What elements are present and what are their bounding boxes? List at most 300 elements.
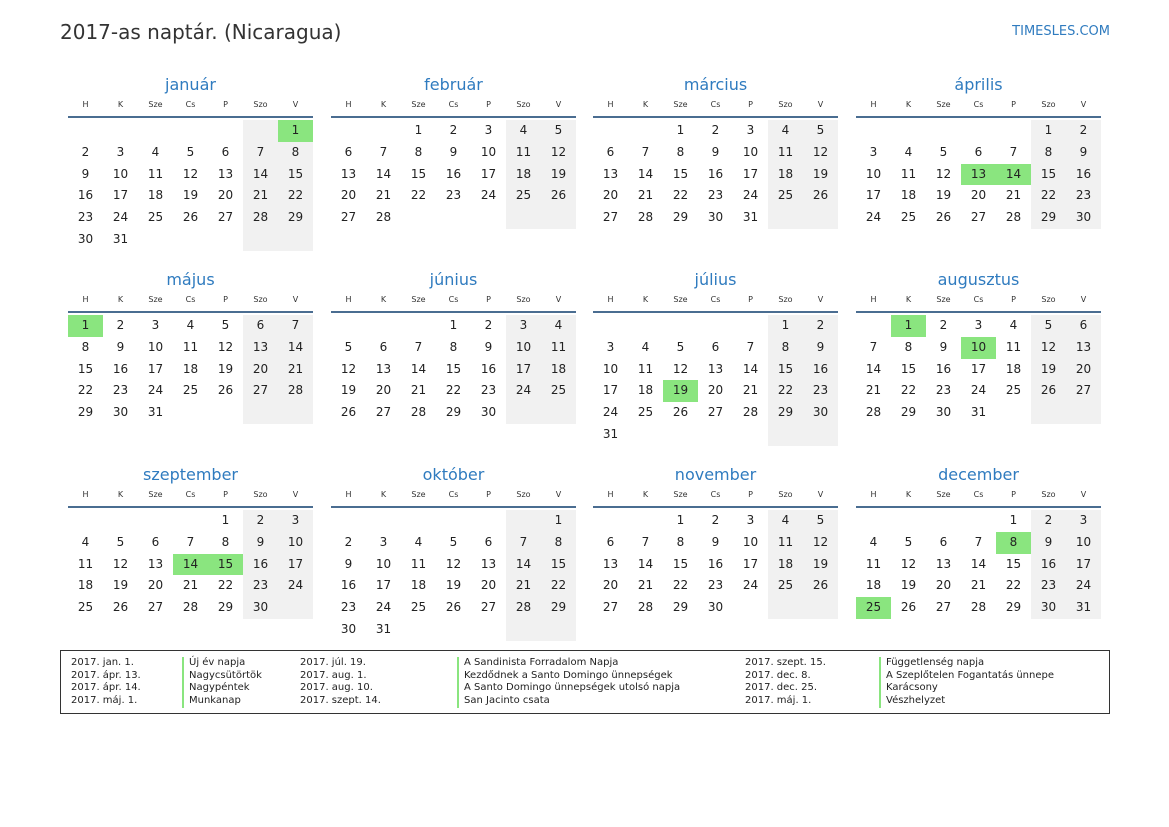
- day-cell: 2: [81, 144, 90, 159]
- day-cell: 28: [637, 210, 654, 225]
- weekday-header: Szo: [778, 100, 793, 109]
- day-cell: 20: [935, 578, 952, 593]
- day-cell: 28: [375, 210, 392, 225]
- empty-cell: [803, 597, 838, 619]
- day-cell: 26: [803, 185, 838, 207]
- day-cell: 24: [112, 210, 129, 225]
- day-cell: 3: [116, 144, 125, 159]
- day-cell: 13: [217, 166, 234, 181]
- day-cell: 12: [112, 556, 129, 571]
- day-cell: 5: [676, 339, 685, 354]
- day-cell: 8: [676, 534, 685, 549]
- day-cell: 7: [243, 142, 278, 164]
- empty-cell: [926, 510, 961, 532]
- day-cell: 23: [243, 575, 278, 597]
- day-cell: 22: [768, 380, 803, 402]
- day-cell: 20: [217, 188, 234, 203]
- day-cell: 17: [147, 361, 164, 376]
- day-cell: 12: [672, 361, 689, 376]
- holiday-day-cell: 1: [891, 315, 926, 337]
- day-cell: 21: [410, 383, 427, 398]
- day-cell: 28: [865, 405, 882, 420]
- legend-date: 2017. ápr. 14.: [71, 682, 141, 694]
- day-cell: 12: [803, 532, 838, 554]
- day-cell: 30: [1031, 597, 1066, 619]
- weekday-header: P: [223, 490, 228, 499]
- weekday-header: P: [748, 100, 753, 109]
- day-cell: 29: [445, 405, 462, 420]
- day-cell: 26: [445, 600, 462, 615]
- day-cell: 11: [77, 556, 94, 571]
- weekday-header: P: [1011, 100, 1016, 109]
- weekday-header: H: [82, 295, 89, 304]
- day-cell: 22: [77, 383, 94, 398]
- day-cell: 1: [414, 123, 423, 137]
- day-cell: 9: [1031, 532, 1066, 554]
- weekday-header: Szo: [253, 100, 268, 109]
- day-cell: 11: [182, 339, 199, 354]
- empty-cell: [103, 120, 138, 142]
- weekday-header: Cs: [185, 490, 196, 499]
- empty-cell: [506, 510, 541, 532]
- day-cell: 14: [410, 361, 427, 376]
- empty-cell: [173, 229, 208, 251]
- legend-holiday-name: San Jacinto csata: [457, 695, 680, 708]
- day-cell: 13: [480, 556, 497, 571]
- day-cell: 7: [278, 315, 313, 337]
- day-grid: [331, 315, 576, 424]
- weekday-header: H: [607, 490, 614, 499]
- day-cell: 19: [900, 578, 917, 593]
- day-cell: 30: [707, 210, 724, 225]
- empty-cell: [366, 315, 401, 337]
- empty-cell: [996, 120, 1031, 142]
- empty-cell: [401, 315, 436, 337]
- day-cell: 10: [742, 534, 759, 549]
- month-október: [331, 462, 576, 641]
- day-cell: 14: [278, 337, 313, 359]
- legend-dates: [745, 657, 826, 708]
- day-cell: 29: [900, 405, 917, 420]
- weekday-header: H: [82, 490, 89, 499]
- day-cell: 28: [278, 380, 313, 402]
- day-cell: 29: [672, 210, 689, 225]
- weekday-header: P: [1011, 490, 1016, 499]
- day-cell: 31: [375, 621, 392, 636]
- day-cell: 18: [541, 359, 576, 381]
- day-cell: 21: [506, 575, 541, 597]
- day-cell: 2: [711, 123, 720, 137]
- day-cell: 7: [974, 534, 983, 549]
- day-cell: 3: [278, 510, 313, 532]
- day-cell: 16: [935, 361, 952, 376]
- day-cell: 26: [182, 210, 199, 225]
- day-cell: 8: [768, 337, 803, 359]
- day-cell: 20: [147, 578, 164, 593]
- day-cell: 29: [77, 405, 94, 420]
- weekday-header: Sze: [411, 100, 426, 109]
- day-cell: 9: [711, 144, 720, 159]
- day-cell: 6: [711, 339, 720, 354]
- page-title: 2017-as naptár. (Nicaragua): [60, 20, 342, 44]
- day-cell: 30: [340, 621, 357, 636]
- day-cell: 24: [742, 188, 759, 203]
- day-cell: 18: [865, 578, 882, 593]
- day-cell: 27: [602, 210, 619, 225]
- day-cell: 25: [768, 185, 803, 207]
- day-cell: 21: [1005, 188, 1022, 203]
- empty-cell: [331, 120, 366, 142]
- empty-cell: [208, 120, 243, 142]
- empty-cell: [961, 120, 996, 142]
- day-cell: 15: [1005, 556, 1022, 571]
- day-cell: 7: [641, 534, 650, 549]
- weekday-header: V: [555, 295, 562, 304]
- empty-cell: [208, 402, 243, 424]
- day-cell: 20: [1066, 359, 1101, 381]
- legend-holiday-name: Kezdődnek a Santo Domingo ünnepségek: [457, 670, 680, 683]
- weekday-header: K: [905, 100, 912, 109]
- empty-cell: [278, 597, 313, 619]
- day-cell: 14: [506, 554, 541, 576]
- day-cell: 20: [480, 578, 497, 593]
- weekday-header: Szo: [516, 490, 531, 499]
- weekday-header-row: [856, 98, 1101, 118]
- day-cell: 10: [278, 532, 313, 554]
- empty-cell: [891, 510, 926, 532]
- legend-date: 2017. máj. 1.: [71, 695, 138, 707]
- empty-cell: [541, 402, 576, 424]
- day-cell: 2: [344, 534, 353, 549]
- day-cell: 23: [803, 380, 838, 402]
- holiday-day-cell: 10: [961, 337, 996, 359]
- month-name: április: [954, 75, 1003, 94]
- legend-holiday-name: A Sandinista Forradalom Napja: [457, 657, 680, 670]
- day-cell: 13: [602, 556, 619, 571]
- day-cell: 17: [742, 556, 759, 571]
- weekday-header: K: [117, 295, 124, 304]
- weekday-header: K: [642, 490, 649, 499]
- day-cell: 23: [707, 578, 724, 593]
- empty-cell: [541, 207, 576, 229]
- day-cell: 21: [375, 188, 392, 203]
- day-cell: 3: [974, 318, 983, 332]
- day-cell: 7: [379, 144, 388, 159]
- day-cell: 22: [278, 185, 313, 207]
- day-cell: 19: [112, 578, 129, 593]
- day-cell: 10: [742, 144, 759, 159]
- empty-cell: [401, 619, 436, 641]
- day-cell: 11: [865, 556, 882, 571]
- month-name: december: [938, 465, 1019, 484]
- legend-date: 2017. aug. 1.: [300, 669, 367, 681]
- legend-holiday-name: A Santo Domingo ünnepségek utolsó napja: [457, 682, 680, 695]
- day-cell: 13: [1066, 337, 1101, 359]
- day-cell: 14: [243, 164, 278, 186]
- day-cell: 12: [803, 142, 838, 164]
- day-cell: 25: [182, 383, 199, 398]
- day-cell: 2: [803, 315, 838, 337]
- empty-cell: [278, 229, 313, 251]
- day-cell: 12: [1031, 337, 1066, 359]
- weekday-header: V: [1080, 295, 1087, 304]
- day-cell: 12: [935, 166, 952, 181]
- day-cell: 3: [506, 315, 541, 337]
- day-cell: 7: [414, 339, 423, 354]
- day-cell: 2: [1066, 120, 1101, 142]
- weekday-header: Szo: [1041, 490, 1056, 499]
- weekday-header: K: [905, 490, 912, 499]
- legend-date: 2017. dec. 8.: [745, 669, 811, 681]
- empty-cell: [593, 120, 628, 142]
- day-cell: 27: [935, 600, 952, 615]
- day-cell: 26: [340, 405, 357, 420]
- day-cell: 8: [278, 142, 313, 164]
- day-cell: 18: [410, 578, 427, 593]
- legend-holiday-name: Karácsony: [879, 682, 1054, 695]
- day-grid: [68, 120, 313, 251]
- empty-cell: [768, 597, 803, 619]
- month-name: május: [166, 270, 215, 289]
- day-cell: 26: [217, 383, 234, 398]
- day-cell: 28: [243, 207, 278, 229]
- day-cell: 5: [1031, 315, 1066, 337]
- day-cell: 16: [1031, 554, 1066, 576]
- weekday-header: P: [486, 490, 491, 499]
- day-cell: 29: [217, 600, 234, 615]
- empty-cell: [173, 120, 208, 142]
- legend-holiday-name: Munkanap: [182, 695, 262, 708]
- day-cell: 17: [865, 188, 882, 203]
- weekday-header: H: [345, 295, 352, 304]
- day-cell: 11: [768, 142, 803, 164]
- day-cell: 3: [1066, 510, 1101, 532]
- empty-cell: [856, 120, 891, 142]
- day-cell: 4: [506, 120, 541, 142]
- holiday-day-cell: 15: [208, 554, 243, 576]
- day-cell: 15: [278, 164, 313, 186]
- day-cell: 27: [147, 600, 164, 615]
- weekday-header: P: [1011, 295, 1016, 304]
- day-cell: 21: [182, 578, 199, 593]
- weekday-header-row: [68, 488, 313, 508]
- day-cell: 29: [278, 207, 313, 229]
- day-cell: 31: [112, 231, 129, 246]
- weekday-header: Szo: [516, 295, 531, 304]
- day-cell: 7: [1009, 144, 1018, 159]
- month-name: július: [694, 270, 737, 289]
- month-március: [593, 72, 838, 229]
- day-cell: 20: [602, 188, 619, 203]
- legend-date: 2017. máj. 1.: [745, 695, 812, 707]
- weekday-header: H: [607, 100, 614, 109]
- weekday-header-row: [68, 293, 313, 313]
- day-cell: 13: [147, 556, 164, 571]
- day-grid: [593, 315, 838, 446]
- empty-cell: [506, 402, 541, 424]
- empty-cell: [628, 120, 663, 142]
- weekday-header: K: [642, 295, 649, 304]
- holiday-day-cell: 13: [961, 164, 996, 186]
- empty-cell: [803, 207, 838, 229]
- day-cell: 24: [1066, 575, 1101, 597]
- legend-holiday-name: Vészhelyzet: [879, 695, 1054, 708]
- day-cell: 8: [449, 339, 458, 354]
- month-február: [331, 72, 576, 229]
- day-cell: 12: [182, 166, 199, 181]
- day-cell: 22: [1005, 578, 1022, 593]
- day-cell: 26: [900, 600, 917, 615]
- day-cell: 1: [1009, 513, 1018, 527]
- empty-cell: [856, 510, 891, 532]
- empty-cell: [471, 207, 506, 229]
- day-grid: [593, 510, 838, 619]
- day-cell: 20: [602, 578, 619, 593]
- day-cell: 17: [970, 361, 987, 376]
- day-cell: 9: [344, 556, 353, 571]
- day-cell: 7: [506, 532, 541, 554]
- empty-cell: [628, 315, 663, 337]
- empty-cell: [628, 510, 663, 532]
- weekday-header-row: [593, 488, 838, 508]
- day-cell: 30: [707, 600, 724, 615]
- day-cell: 10: [480, 144, 497, 159]
- day-cell: 16: [243, 554, 278, 576]
- weekday-header: P: [748, 295, 753, 304]
- day-cell: 10: [375, 556, 392, 571]
- empty-cell: [996, 402, 1031, 424]
- day-cell: 29: [672, 600, 689, 615]
- weekday-header: V: [292, 100, 299, 109]
- empty-cell: [68, 510, 103, 532]
- day-cell: 3: [869, 144, 878, 159]
- day-cell: 21: [637, 578, 654, 593]
- month-name: február: [424, 75, 483, 94]
- day-cell: 14: [637, 556, 654, 571]
- empty-cell: [891, 120, 926, 142]
- day-cell: 2: [939, 318, 948, 332]
- day-cell: 23: [707, 188, 724, 203]
- day-cell: 27: [602, 600, 619, 615]
- weekday-header: V: [555, 100, 562, 109]
- weekday-header: P: [486, 100, 491, 109]
- weekday-header: Cs: [448, 295, 459, 304]
- day-cell: 11: [900, 166, 917, 181]
- day-cell: 4: [186, 318, 195, 332]
- day-cell: 27: [480, 600, 497, 615]
- day-cell: 17: [375, 578, 392, 593]
- day-cell: 4: [768, 510, 803, 532]
- empty-cell: [733, 597, 768, 619]
- weekday-header: V: [1080, 490, 1087, 499]
- weekday-header: V: [292, 295, 299, 304]
- day-cell: 22: [541, 575, 576, 597]
- day-cell: 13: [707, 361, 724, 376]
- day-cell: 6: [1066, 315, 1101, 337]
- weekday-header-row: [331, 98, 576, 118]
- legend-date: 2017. jan. 1.: [71, 657, 134, 668]
- day-cell: 31: [147, 405, 164, 420]
- day-cell: 17: [112, 188, 129, 203]
- weekday-header: Sze: [148, 490, 163, 499]
- day-cell: 11: [410, 556, 427, 571]
- day-cell: 30: [1066, 207, 1101, 229]
- legend-date: 2017. dec. 25.: [745, 682, 818, 694]
- day-cell: 23: [1066, 185, 1101, 207]
- day-cell: 30: [935, 405, 952, 420]
- day-cell: 21: [243, 185, 278, 207]
- weekday-header-row: [856, 293, 1101, 313]
- month-name: szeptember: [142, 465, 238, 484]
- day-cell: 27: [375, 405, 392, 420]
- day-cell: 18: [900, 188, 917, 203]
- day-cell: 23: [1031, 575, 1066, 597]
- empty-cell: [1066, 402, 1101, 424]
- empty-cell: [243, 402, 278, 424]
- empty-cell: [628, 424, 663, 446]
- empty-cell: [401, 207, 436, 229]
- month-december: [856, 462, 1101, 619]
- weekday-header: Szo: [1041, 100, 1056, 109]
- weekday-header: K: [380, 490, 387, 499]
- site-link[interactable]: TIMESLES.COM: [1012, 24, 1110, 39]
- empty-cell: [173, 510, 208, 532]
- holiday-day-cell: 14: [173, 554, 208, 576]
- empty-cell: [243, 120, 278, 142]
- day-cell: 16: [77, 188, 94, 203]
- day-cell: 15: [672, 556, 689, 571]
- weekday-header: Cs: [973, 295, 984, 304]
- empty-cell: [138, 510, 173, 532]
- day-cell: 9: [81, 166, 90, 181]
- day-cell: 14: [375, 166, 392, 181]
- legend-names: [182, 657, 262, 708]
- weekday-header: H: [345, 490, 352, 499]
- day-cell: 25: [77, 600, 94, 615]
- day-cell: 25: [147, 210, 164, 225]
- empty-cell: [506, 207, 541, 229]
- weekday-header: V: [555, 490, 562, 499]
- day-cell: 27: [340, 210, 357, 225]
- empty-cell: [541, 619, 576, 641]
- day-cell: 11: [506, 142, 541, 164]
- day-cell: 18: [77, 578, 94, 593]
- weekday-header: Sze: [148, 295, 163, 304]
- weekday-header: Cs: [185, 295, 196, 304]
- weekday-header: Cs: [710, 100, 721, 109]
- day-cell: 19: [803, 164, 838, 186]
- day-cell: 28: [742, 405, 759, 420]
- month-augusztus: [856, 267, 1101, 424]
- day-cell: 9: [243, 532, 278, 554]
- empty-cell: [103, 510, 138, 532]
- day-cell: 14: [637, 166, 654, 181]
- empty-cell: [961, 510, 996, 532]
- day-cell: 9: [116, 339, 125, 354]
- day-cell: 8: [221, 534, 230, 549]
- weekday-header-row: [68, 98, 313, 118]
- day-cell: 13: [340, 166, 357, 181]
- day-cell: 20: [340, 188, 357, 203]
- day-cell: 25: [900, 210, 917, 225]
- empty-cell: [926, 120, 961, 142]
- weekday-header: P: [486, 295, 491, 304]
- holiday-day-cell: 25: [856, 597, 891, 619]
- day-cell: 19: [541, 164, 576, 186]
- weekday-header: V: [817, 490, 824, 499]
- legend-date: 2017. júl. 19.: [300, 657, 366, 668]
- day-cell: 22: [672, 578, 689, 593]
